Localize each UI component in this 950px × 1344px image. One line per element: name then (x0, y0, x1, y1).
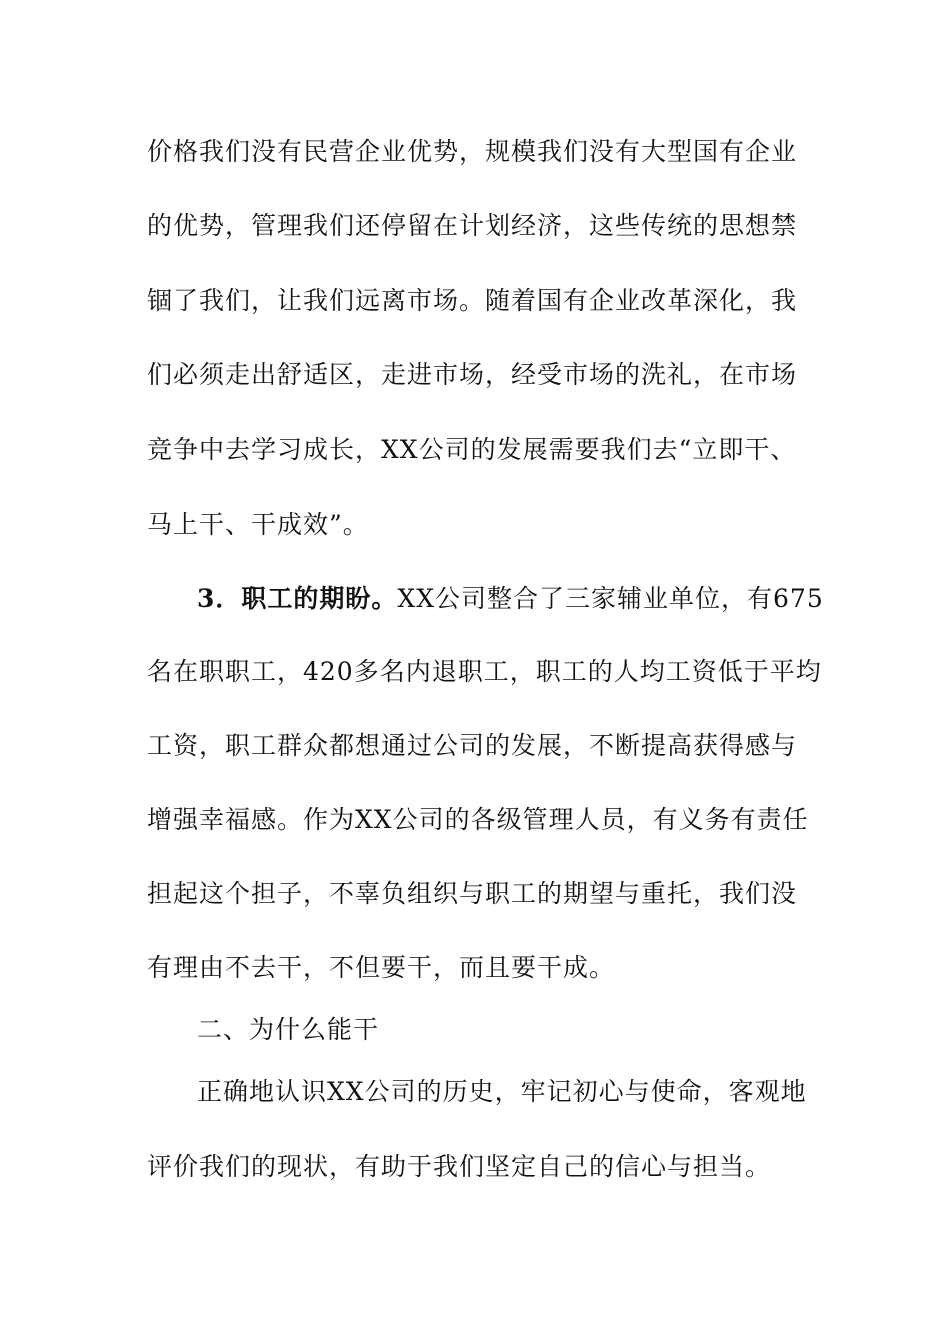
body-text-line: 锢了我们，让我们远离市场。随着国有企业改革深化，我 (147, 286, 798, 315)
section3-first-line-text: XX公司整合了三家辅业单位，有675 (397, 584, 824, 613)
body-text-line: 马上干、干成效”。 (147, 510, 369, 539)
body-text-line: 有理由不去干，不但要干，而且要干成。 (147, 953, 616, 982)
section-two-title: 二、为什么能干 (197, 1015, 380, 1044)
body-text-line: 的优势，管理我们还停留在计划经济，这些传统的思想禁 (147, 211, 798, 240)
body-text-line: 评价我们的现状，有助于我们坚定自己的信心与担当。 (147, 1152, 772, 1181)
body-text-line: 增强幸福感。作为XX公司的各级管理人员，有义务有责任 (147, 805, 809, 834)
body-text-line: 工资，职工群众都想通过公司的发展，不断提高获得感与 (147, 731, 798, 760)
body-text-line: 价格我们没有民营企业优势，规模我们没有大型国有企业 (147, 137, 798, 166)
body-text-line: 们必须走出舒适区，走进市场，经受市场的洗礼，在市场 (147, 360, 798, 389)
section3-first-line (197, 583, 824, 615)
body-text-line: 担起这个担子，不辜负组织与职工的期望与重托，我们没 (147, 879, 798, 908)
body-text-line: 名在职职工，420多名内退职工，职工的人均工资低于平均 (147, 657, 822, 686)
section3-heading: 3．职工的期盼。 (197, 584, 398, 613)
body-text-line: 竞争中去学习成长，XX公司的发展需要我们去“立即干、 (147, 435, 797, 464)
body-text-line: 正确地认识XX公司的历史，牢记初心与使命，客观地 (197, 1077, 807, 1106)
